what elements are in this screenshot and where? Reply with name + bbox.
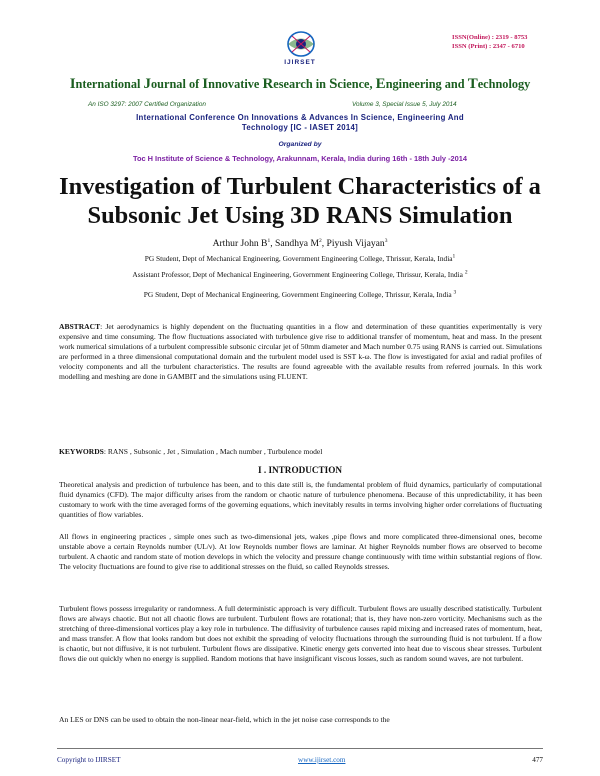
- keywords-label: KEYWORDS: [59, 447, 104, 456]
- affiliation-text: Assistant Professor, Dept of Mechanical Engineering, Government Engineering College, Thrissur, Kerala, India: [132, 270, 465, 279]
- affiliation-sup: 2: [464, 269, 468, 276]
- journal-name-word: echnology: [477, 77, 531, 91]
- intro-paragraph-2: All flows in engineering practices , simple ones such as two-dimensional jets, wakes ,pipe flows and more complicated three-dimensional ones, become unstable above a certain Reynolds number (UL/ν). At low Reynolds number flows are laminar. At higher Reynolds number flows are observed to become turbulent. A chaotic and random state of motion develops in which the velocity and pressure change continuously with time within substantial regions of flow. The velocity fluctuations are found to give rise to additional stresses on the fluid, so called Reynolds stresses.: [59, 532, 542, 571]
- intro-paragraph-1: Theoretical analysis and prediction of turbulence has been, and to this date still is, the fundamental problem of fluid dynamics, particularly of computational fluid dynamics (CFD). The major difficulty arises from the random or chaotic nature of turbulence phenomena. Because of this unpredictability, it has been customary to work with the time averaged forms of the governing equations, which inevitably results in terms involving higher order correlations of fluctuating quantities of flow variables.: [59, 480, 542, 519]
- author-name: Sandhya M: [275, 238, 319, 249]
- abstract-label: ABSTRACT: [59, 322, 101, 331]
- journal-name-word: nternational: [75, 77, 144, 91]
- author-sup: 1: [267, 237, 271, 244]
- organized-by: Organized by: [278, 141, 322, 148]
- journal-name-word: ournal of: [151, 77, 203, 91]
- journal-name-capital: T: [467, 76, 478, 92]
- author-sup: 2: [318, 237, 322, 244]
- conference-line-2: Technology [IC - IASET 2014]: [241, 123, 359, 132]
- venue: Toc H Institute of Science & Technology, Arakunnam, Kerala, India during 16th - 18th July -2014: [132, 154, 467, 163]
- journal-name-word: cience,: [337, 77, 376, 91]
- website-link[interactable]: www.ijirset.com: [298, 756, 346, 764]
- journal-name-capital: J: [143, 76, 152, 92]
- keywords-text: : RANS , Subsonic , Jet , Simulation , Mach number , Turbulence model: [103, 447, 323, 456]
- title-line-1: Investigation of Turbulent Characteristics of a: [59, 173, 541, 200]
- journal-name-capital: R: [262, 76, 274, 92]
- conference-name: [108, 113, 492, 133]
- issn-online: ISSN(Online) : 2319 - 8753: [452, 34, 528, 41]
- issn-block: [452, 33, 542, 51]
- journal-name-capital: E: [375, 76, 386, 92]
- affiliation-text: PG Student, Dept of Mechanical Engineering, Government Engineering College, Thrissur, Kerala, India: [143, 290, 454, 299]
- keywords: [59, 447, 542, 457]
- affiliation-1: [0, 254, 600, 264]
- affiliation-2: [0, 270, 600, 280]
- affiliation-text: PG Student, Dept of Mechanical Engineering, Government Engineering College, Thrissur, Kerala, India: [144, 254, 453, 263]
- volume-info: Volume 3, Special Issue 5, July 2014: [352, 101, 457, 108]
- author-name: Piyush Vijayan: [326, 238, 385, 249]
- author-separator: ,: [270, 238, 276, 249]
- journal-name-capital: I: [69, 76, 76, 92]
- intro-paragraph-3: Turbulent flows possess irregularity or randomness. A full deterministic approach is very difficult. Turbulent flows are usually described statistically. Turbulent flows are always chaotic. But not all chaotic flows are turbulent. Turbulent flows are rotational; that is, they have non-zero vorticity. Mechanisms such as the stretching of three-dimensional vortices play a key role in turbulence. The diffusivity of turbulence causes rapid mixing and increased rates of momentum, heat, and mass transfer. A flow that looks random but does not exhibit the spreading of velocity fluctuations through the surrounding fluid is not turbulent. If a flow is chaotic, but not diffusive, it is not turbulent. Turbulent flows are dissipative. Kinetic energy gets converted into heat due to viscous shear stresses. Turbulent flows die out quickly when no energy is supplied. Random motions that have insignificant viscous losses, such as random sound waves, are not turbulent.: [59, 604, 542, 663]
- journal-logo-icon: [274, 29, 328, 59]
- author-separator: ,: [321, 238, 327, 249]
- author-sup: 3: [384, 237, 388, 244]
- paper-title: [0, 172, 600, 230]
- conference-line-1: International Conference On Innovations & Advances In Science, Engineering And: [136, 113, 464, 122]
- abstract: [59, 322, 542, 382]
- intro-paragraph-4: An LES or DNS can be used to obtain the non-linear near-field, which in the jet noise case corresponds to the: [59, 715, 390, 724]
- copyright: Copyright to IJIRSET: [57, 756, 121, 764]
- abstract-text: : Jet aerodynamics is highly dependent on the fluctuating quantities in a flow and determination of these quantities experimentally is very expensive and time consuming. The flow fluctuations associated with turbulence give rise to additional transfer of momentum, heat and mass. In the present work numerical simulations of a turbulent compressible subsonic circular jet of 50mm diameter and Mach number 0.75 using RANS is carried out. Simulations are performed in a three dimensional computational domain and the turbulent model used is SST k-ω. The flow is investigated for axial and radial profiles of velocity components and all the turbulent characteristics. The results are found agreeable with the available results from referred journals. In this work modelling and meshing are done in GAMBIT and the simulations using FLUENT.: [59, 322, 542, 381]
- logo-text: IJIRSET: [284, 59, 316, 66]
- section-heading: I . INTRODUCTION: [258, 465, 342, 475]
- authors: [0, 238, 600, 249]
- journal-name-word: nnovative: [208, 77, 263, 91]
- page-number: 477: [532, 756, 543, 764]
- journal-name: [0, 76, 600, 93]
- footer-divider: [57, 748, 543, 749]
- certified-org: An ISO 3297: 2007 Certified Organization: [88, 101, 206, 108]
- title-line-2: Subsonic Jet Using 3D RANS Simulation: [87, 202, 513, 229]
- affiliation-sup: 3: [453, 289, 457, 296]
- author-name: Arthur John B: [212, 238, 268, 249]
- journal-name-capital: S: [329, 76, 338, 92]
- affiliation-3: [0, 290, 600, 300]
- journal-name-word: ngineering and: [385, 77, 468, 91]
- affiliation-sup: 1: [452, 253, 456, 260]
- issn-print: ISSN (Print) : 2347 - 6710: [452, 43, 525, 50]
- journal-name-capital: I: [202, 76, 209, 92]
- journal-name-word: esearch in: [273, 77, 330, 91]
